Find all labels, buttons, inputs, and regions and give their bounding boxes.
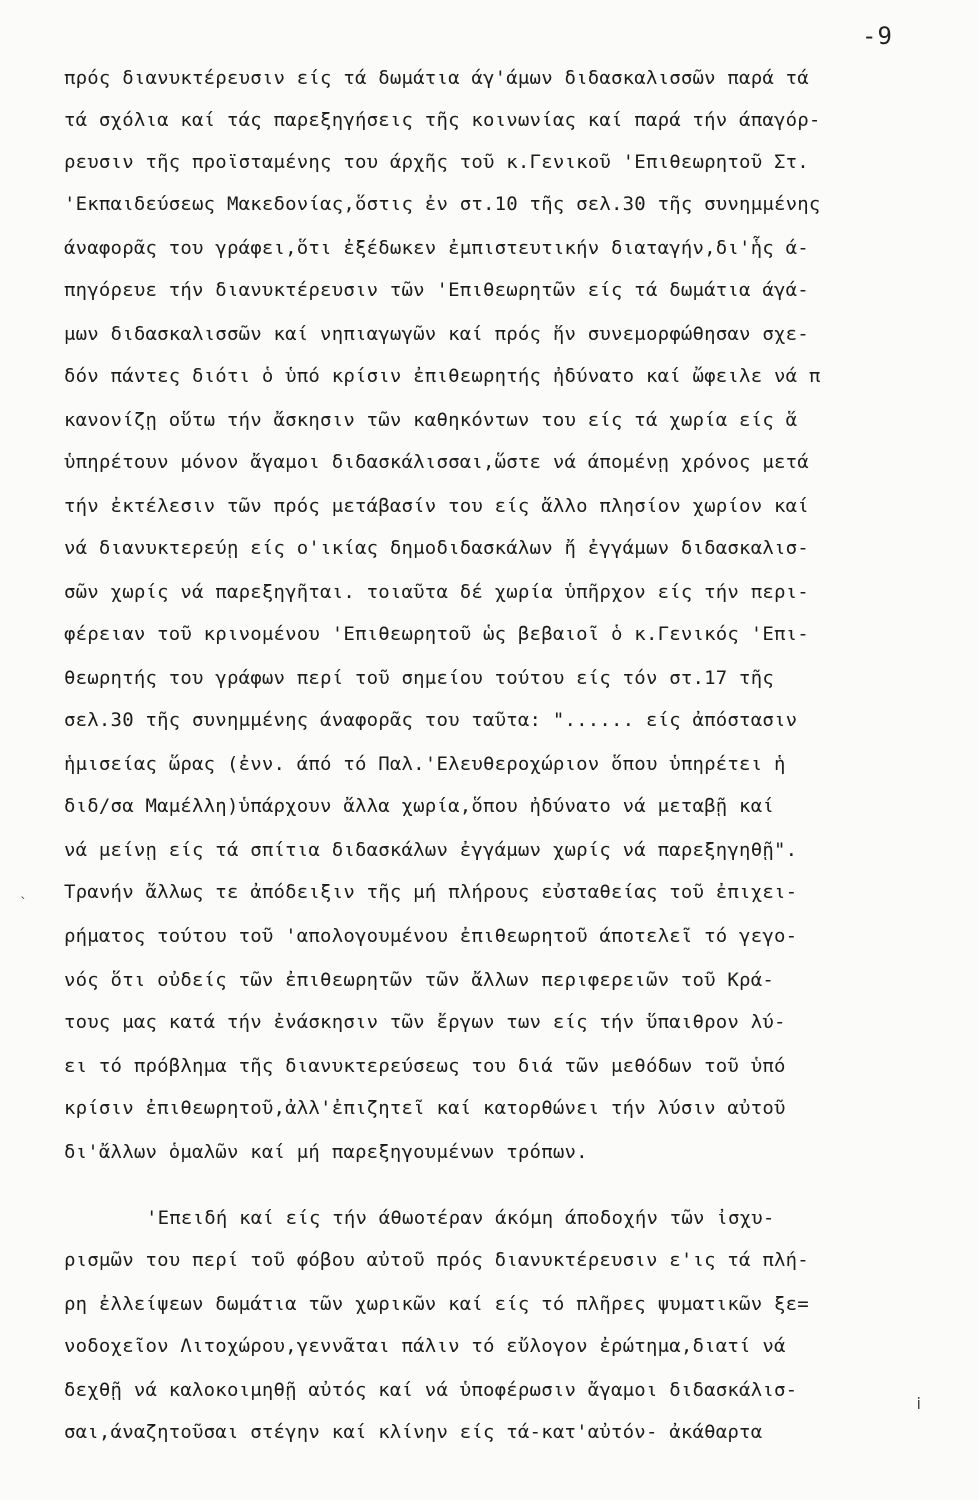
- text-line-29: ρη ἐλλείψεων δωμάτια τῶν χωρικῶν καί είς τό πλῆρες ψυματικῶν ξε=: [64, 1293, 809, 1315]
- text-line-16: σελ.30 τῆς συνημμένης άναφορᾶς του ταῦτα: "...... είς ἀπόστασιν: [64, 709, 798, 731]
- text-line-2: τά σχόλια καί τάς παρεξηγήσεις τῆς κοινωνίας καί παρά τήν άπαγόρ-: [64, 109, 821, 131]
- text-line-4: 'Εκπαιδεύσεως Μακεδονίας,ὅστις ἐν στ.10 τῆς σελ.30 τῆς συνημμένης: [64, 193, 821, 215]
- text-line-22: νός ὅτι οὐδείς τῶν ἐπιθεωρητῶν τῶν ἄλλων περιφερειῶν τοῦ Κρά-: [64, 969, 774, 991]
- text-line-24: ει τό πρόβλημα τῆς διανυκτερεύσεως του διά τῶν μεθόδων τοῦ ὑπό: [64, 1055, 786, 1077]
- text-line-1: πρός διανυκτέρευσιν είς τά δωμάτια άγ'άμων διδασκαλισσῶν παρά τά: [64, 67, 809, 89]
- margin-mark: `: [20, 896, 27, 912]
- text-line-9: κανονίζῃ οὕτω τήν ἄσκησιν τῶν καθηκόντων του είς τά χωρία είς ἅ: [64, 409, 798, 431]
- page-number: -9: [862, 22, 893, 50]
- text-line-15: θεωρητής του γράφων περί τοῦ σημείου τούτου είς τόν στ.17 τῆς: [64, 667, 774, 689]
- text-line-25: κρίσιν ἐπιθεωρητοῦ,ἀλλ'ἐπιζητεῖ καί κατορθώνει τήν λύσιν αὐτοῦ: [64, 1097, 786, 1119]
- text-line-8: δόν πάντες διότι ὁ ὑπό κρίσιν ἐπιθεωρητής ἠδύνατο καί ὤφειλε νά π: [64, 365, 821, 387]
- text-line-10: ὑπηρέτουν μόνον ἄγαμοι διδασκάλισσαι,ὥστε νά άπομένῃ χρόνος μετά: [64, 451, 809, 473]
- text-line-13: σῶν χωρίς νά παρεξηγῆται. τοιαῦτα δέ χωρία ὑπῆρχον είς τήν περι-: [64, 581, 809, 603]
- text-line-11: τήν ἐκτέλεσιν τῶν πρός μετάβασίν του είς ἄλλο πλησίον χωρίον καί: [64, 495, 809, 517]
- text-line-17: ἡμισείας ὥρας (ἐνν. άπό τό Παλ.'Ελευθεροχώριον ὅπου ὑπηρέτει ἡ: [64, 753, 786, 775]
- text-line-14: φέρειαν τοῦ κρινομένου 'Επιθεωρητοῦ ὡς βεβαιοῖ ὁ κ.Γενικός 'Επι-: [64, 623, 809, 645]
- text-line-23: τους μας κατά τήν ἐνάσκησιν τῶν ἔργων των είς τήν ὕπαιθρον λύ-: [64, 1011, 786, 1033]
- text-line-18: διδ/σα Μαμέλλη)ὑπάρχουν ἄλλα χωρία,ὅπου ἠδύνατο νά μεταβῇ καί: [64, 795, 774, 817]
- text-line-28: ρισμῶν του περί τοῦ φόβου αὐτοῦ πρός διανυκτέρευσιν ε'ις τά πλή-: [64, 1249, 809, 1271]
- edge-mark: i: [916, 1394, 921, 1413]
- text-line-19: νά μείνῃ είς τά σπίτια διδασκάλων ἐγγάμων χωρίς νά παρεξηγηθῇ".: [64, 839, 798, 861]
- text-line-27: 'Επειδή καί είς τήν άθωοτέραν άκόμη άποδοχήν τῶν ἰσχυ-: [146, 1207, 775, 1229]
- text-line-20: Τρανήν ἄλλως τε ἀπόδειξιν τῆς μή πλήρους εὐσταθείας τοῦ ἐπιχει-: [64, 881, 798, 903]
- text-line-12: νά διανυκτερεύῃ είς ο'ικίας δημοδιδασκάλων ἤ ἐγγάμων διδασκαλισ-: [64, 537, 809, 559]
- text-line-6: πηγόρευε τήν διανυκτέρευσιν τῶν 'Επιθεωρητῶν είς τά δωμάτια άγά-: [64, 279, 809, 301]
- text-line-32: σαι,άναζητοῦσαι στέγην καί κλίνην είς τά-κατ'αὐτόν- ἀκάθαρτα: [64, 1421, 763, 1443]
- text-line-30: νοδοχεῖον Λιτοχώρου,γεννᾶται πάλιν τό εὔλογον ἐρώτημα,διατί νά: [64, 1335, 786, 1357]
- text-line-26: δι'ἄλλων ὁμαλῶν καί μή παρεξηγουμένων τρόπων.: [64, 1141, 588, 1163]
- text-line-3: ρευσιν τῆς προϊσταμένης του άρχῆς τοῦ κ.Γενικοῦ 'Επιθεωρητοῦ Στ.: [64, 151, 809, 173]
- text-line-7: μων διδασκαλισσῶν καί νηπιαγωγῶν καί πρός ἥν συνεμορφώθησαν σχε-: [64, 323, 809, 345]
- text-line-31: δεχθῇ νά καλοκοιμηθῇ αὐτός καί νά ὑποφέρωσιν ἄγαμοι διδασκάλισ-: [64, 1379, 798, 1401]
- text-line-21: ρήματος τούτου τοῦ 'απολογουμένου ἐπιθεωρητοῦ άποτελεῖ τό γεγο-: [64, 925, 798, 947]
- text-line-5: άναφορᾶς του γράφει,ὅτι ἐξέδωκεν ἐμπιστευτικήν διαταγήν,δι'ἧς ά-: [64, 237, 809, 259]
